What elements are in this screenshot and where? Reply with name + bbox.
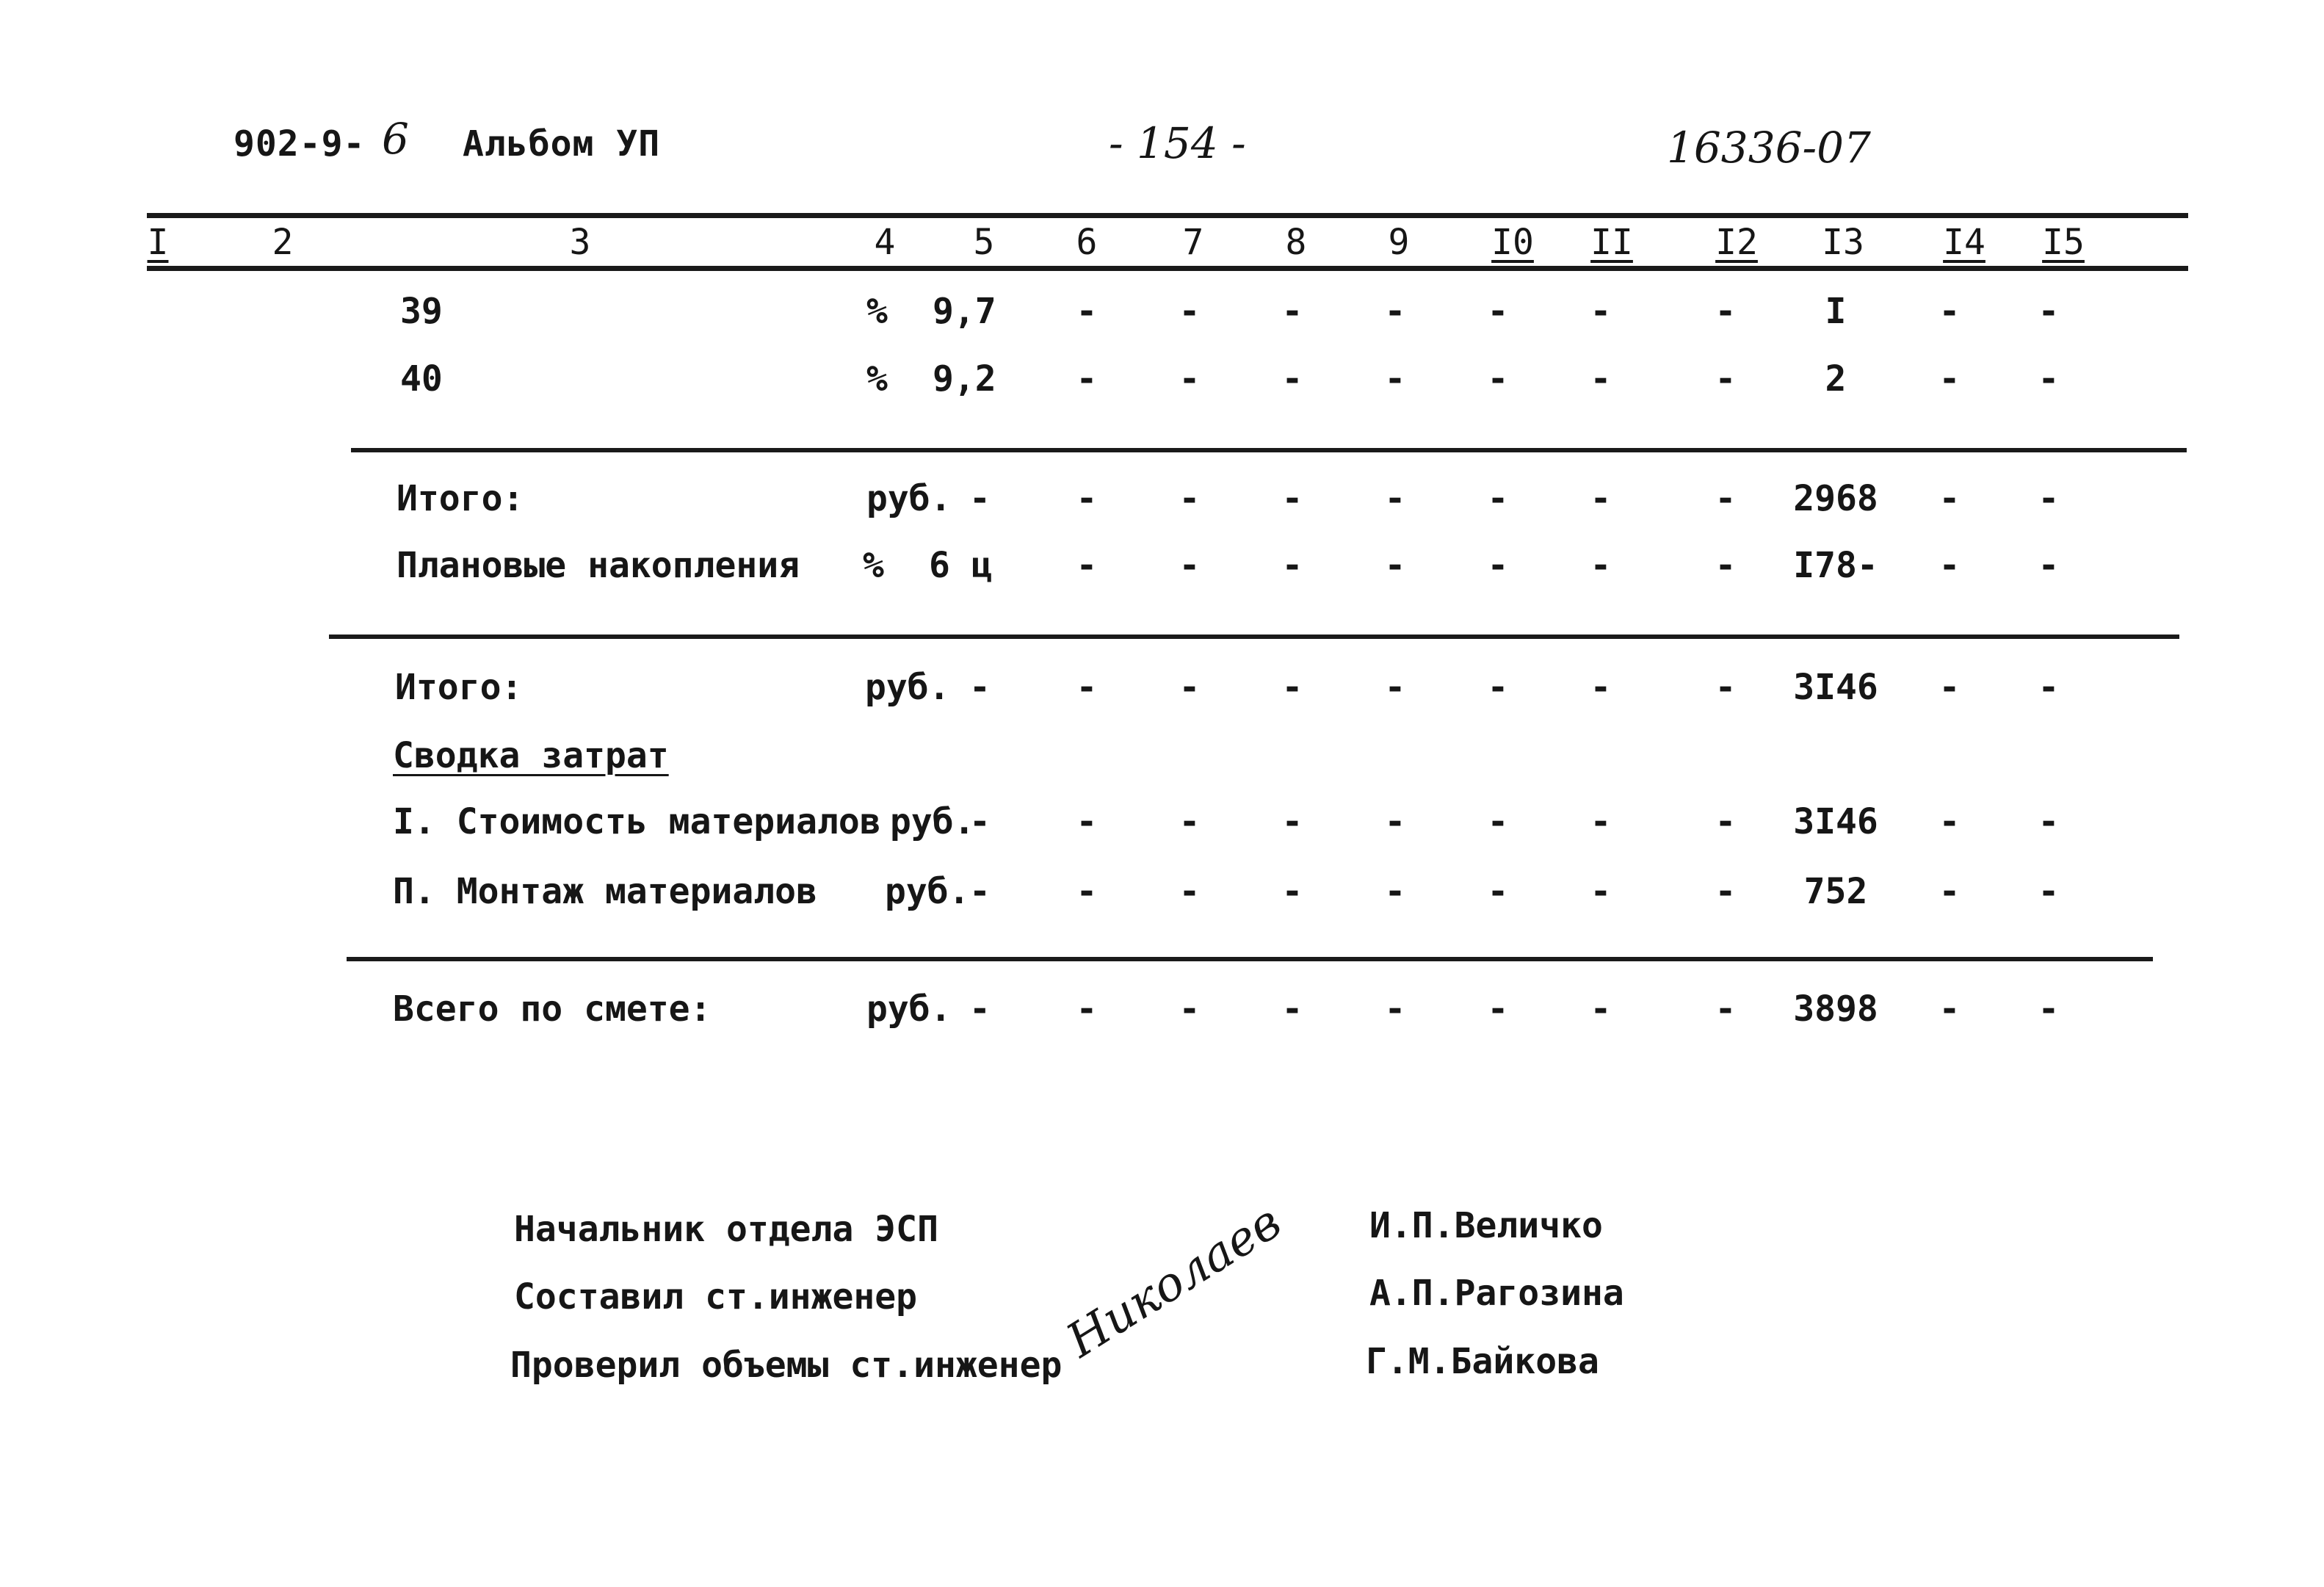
document-code-handwritten: 6: [382, 114, 409, 164]
page-number: - 154 -: [1109, 118, 1246, 168]
row-cell-c10: -: [1487, 871, 1509, 912]
row-cell-c6: -: [1076, 988, 1098, 1030]
row-value: 6 ц: [929, 545, 993, 586]
column-header-10: I0: [1491, 222, 1534, 263]
signature-role-2: Составил ст.инженер: [514, 1276, 918, 1317]
row-value: -: [969, 478, 991, 519]
row-cell-c6: -: [1076, 545, 1098, 586]
column-header-15: I5: [2042, 222, 2085, 263]
column-header-1: I: [147, 222, 169, 263]
row-cell-c14: -: [1939, 291, 1961, 332]
signature-role-3: Проверил объемы ст.инженер: [510, 1345, 1063, 1386]
row-cell-c12: -: [1715, 871, 1737, 912]
row-cell-c15: -: [2038, 291, 2060, 332]
signature-name-3: Г.М.Байкова: [1366, 1341, 1599, 1382]
row-cell-c10: -: [1487, 988, 1509, 1030]
row-cell-c8: -: [1281, 478, 1303, 519]
row-cell-c8: -: [1281, 801, 1303, 842]
section-rule-1: [351, 448, 2187, 452]
row-cell-c12: -: [1715, 801, 1737, 842]
top-rule: [147, 213, 2188, 218]
row-cell-c10: -: [1487, 545, 1509, 586]
row-cell-c10: -: [1487, 478, 1509, 519]
row-cell-c13: I: [1825, 291, 1847, 332]
row-label: Итого:: [395, 667, 523, 708]
row-cell-c6: -: [1076, 291, 1098, 332]
row-cell-c13: 2: [1825, 358, 1847, 400]
row-value: -: [969, 988, 991, 1030]
row-unit: %: [863, 545, 884, 586]
row-cell-c9: -: [1384, 801, 1406, 842]
row-cell-c13: 3898: [1793, 988, 1878, 1030]
row-unit: руб.: [890, 801, 975, 842]
row-cell-c14: -: [1939, 801, 1961, 842]
header-bottom-rule: [147, 266, 2188, 271]
row-cell-c9: -: [1384, 358, 1406, 400]
row-label: 40: [400, 358, 443, 400]
row-cell-c7: -: [1179, 988, 1201, 1030]
row-cell-c13: 752: [1803, 871, 1868, 912]
row-cell-c13: 3I46: [1793, 801, 1878, 842]
column-header-14: I4: [1943, 222, 1985, 263]
row-value: -: [969, 801, 991, 842]
row-cell-c15: -: [2038, 358, 2060, 400]
row-cell-c15: -: [2038, 801, 2060, 842]
row-label: 39: [400, 291, 443, 332]
column-header-4: 4: [874, 222, 896, 263]
row-label: Итого:: [397, 478, 524, 519]
row-cell-c9: -: [1384, 988, 1406, 1030]
row-value: -: [969, 667, 991, 708]
row-cell-c7: -: [1179, 667, 1201, 708]
row-cell-c9: -: [1384, 291, 1406, 332]
column-header-7: 7: [1182, 222, 1204, 263]
row-cell-c8: -: [1281, 545, 1303, 586]
row-cell-c6: -: [1076, 358, 1098, 400]
row-cell-c7: -: [1179, 291, 1201, 332]
row-cell-c14: -: [1939, 871, 1961, 912]
row-cell-c8: -: [1281, 988, 1303, 1030]
row-unit: руб.: [885, 871, 970, 912]
document-code: 902-9-: [234, 123, 366, 165]
row-cell-c9: -: [1384, 478, 1406, 519]
row-cell-c11: -: [1590, 988, 1612, 1030]
row-cell-c14: -: [1939, 358, 1961, 400]
column-header-13: I3: [1822, 222, 1864, 263]
row-cell-c15: -: [2038, 478, 2060, 519]
row-cell-c9: -: [1384, 667, 1406, 708]
row-cell-c13: 3I46: [1793, 667, 1878, 708]
row-cell-c9: -: [1384, 871, 1406, 912]
row-cell-c8: -: [1281, 358, 1303, 400]
row-cell-c12: -: [1715, 478, 1737, 519]
row-cell-c13: 2968: [1793, 478, 1878, 519]
row-unit: %: [866, 291, 888, 332]
row-cell-c12: -: [1715, 988, 1737, 1030]
row-unit: руб.: [865, 667, 950, 708]
row-cell-c14: -: [1939, 478, 1961, 519]
row-cell-c6: -: [1076, 871, 1098, 912]
row-cell-c14: -: [1939, 988, 1961, 1030]
row-cell-c7: -: [1179, 358, 1201, 400]
row-cell-c7: -: [1179, 801, 1201, 842]
row-value: 9,7: [933, 291, 996, 332]
row-label: Всего по смете:: [393, 988, 712, 1030]
row-value: -: [969, 871, 991, 912]
row-label: П. Монтаж материалов: [393, 871, 817, 912]
row-cell-c8: -: [1281, 871, 1303, 912]
row-unit: %: [866, 358, 888, 400]
row-cell-c11: -: [1590, 545, 1612, 586]
row-cell-c15: -: [2038, 545, 2060, 586]
handwritten-signature: Николаев: [1057, 1194, 1291, 1369]
row-label: Плановые накопления: [397, 545, 800, 586]
row-cell-c10: -: [1487, 291, 1509, 332]
row-cell-c12: -: [1715, 545, 1737, 586]
row-cell-c8: -: [1281, 291, 1303, 332]
row-cell-c12: -: [1715, 291, 1737, 332]
section-rule-3: [347, 957, 2153, 961]
column-header-5: 5: [973, 222, 995, 263]
column-header-11: II: [1590, 222, 1633, 263]
signature-name-2: А.П.Рагозина: [1369, 1273, 1624, 1314]
row-cell-c11: -: [1590, 478, 1612, 519]
row-cell-c11: -: [1590, 358, 1612, 400]
row-cell-c10: -: [1487, 667, 1509, 708]
column-header-2: 2: [272, 222, 294, 263]
summary-heading: Сводка затрат: [393, 735, 669, 776]
row-cell-c15: -: [2038, 871, 2060, 912]
document-number: 16336-07: [1667, 123, 1871, 173]
section-rule-2: [329, 635, 2179, 639]
column-header-9: 9: [1388, 222, 1410, 263]
row-cell-c9: -: [1384, 545, 1406, 586]
row-cell-c6: -: [1076, 478, 1098, 519]
column-header-6: 6: [1076, 222, 1098, 263]
row-value: 9,2: [933, 358, 996, 400]
row-cell-c12: -: [1715, 358, 1737, 400]
row-cell-c14: -: [1939, 545, 1961, 586]
row-unit: руб.: [866, 988, 952, 1030]
row-cell-c11: -: [1590, 871, 1612, 912]
column-header-8: 8: [1285, 222, 1307, 263]
row-unit: руб.: [866, 478, 952, 519]
row-cell-c11: -: [1590, 667, 1612, 708]
album-label: Альбом УП: [463, 123, 661, 165]
row-cell-c14: -: [1939, 667, 1961, 708]
row-cell-c10: -: [1487, 358, 1509, 400]
row-cell-c13: I78-: [1793, 545, 1878, 586]
signature-role-1: Начальник отдела ЭСП: [514, 1209, 938, 1250]
row-cell-c15: -: [2038, 667, 2060, 708]
row-cell-c11: -: [1590, 801, 1612, 842]
row-cell-c7: -: [1179, 871, 1201, 912]
row-cell-c15: -: [2038, 988, 2060, 1030]
row-cell-c12: -: [1715, 667, 1737, 708]
column-header-12: I2: [1715, 222, 1758, 263]
row-cell-c7: -: [1179, 545, 1201, 586]
row-cell-c10: -: [1487, 801, 1509, 842]
row-cell-c7: -: [1179, 478, 1201, 519]
signature-name-1: И.П.Величко: [1369, 1205, 1603, 1246]
row-cell-c8: -: [1281, 667, 1303, 708]
row-label: I. Стоимость материалов: [393, 801, 881, 842]
row-cell-c11: -: [1590, 291, 1612, 332]
column-header-3: 3: [569, 222, 591, 263]
row-cell-c6: -: [1076, 667, 1098, 708]
row-cell-c6: -: [1076, 801, 1098, 842]
